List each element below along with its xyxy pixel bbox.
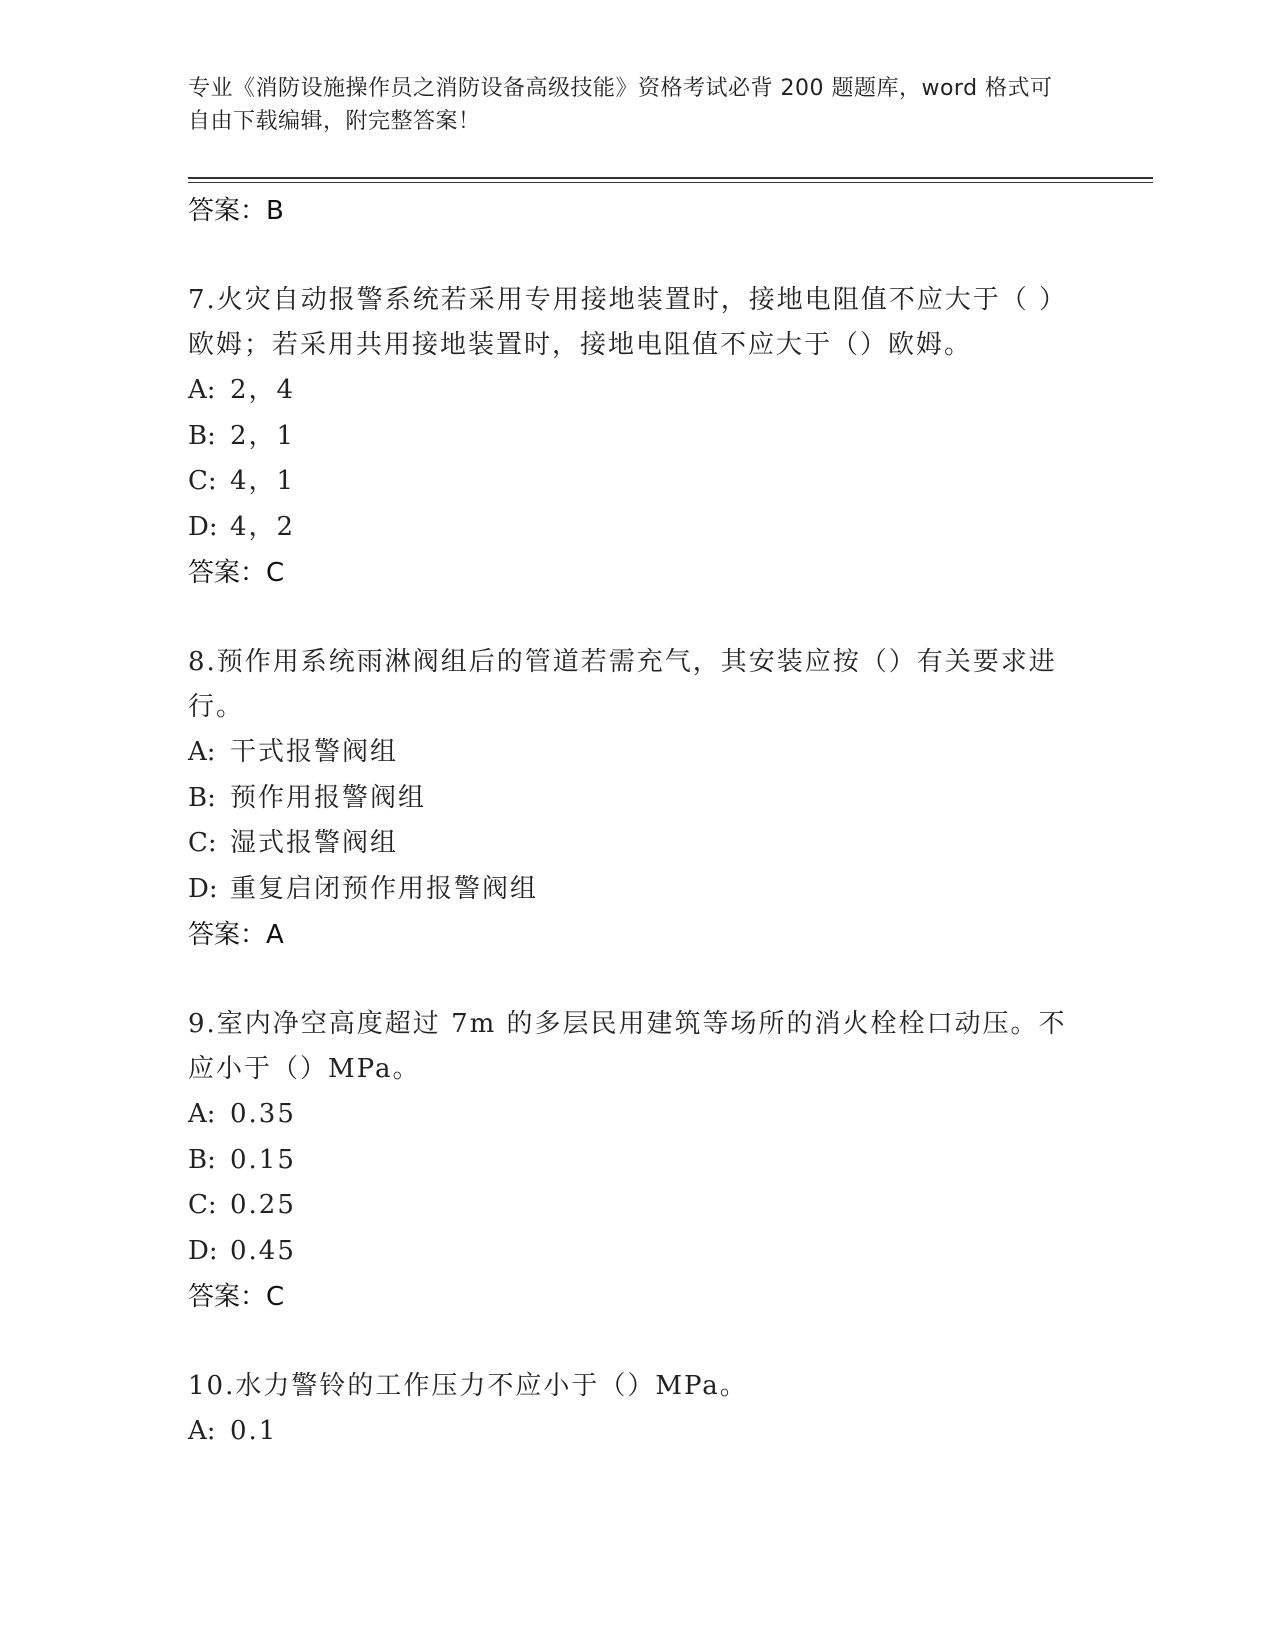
option-a [188,1409,1088,1455]
question-item [188,278,1088,596]
option-letter: B: [188,782,216,813]
option-value: 重复启闭预作用报警阀组 [230,873,539,904]
option-value: 干式报警阀组 [230,737,399,767]
option-value: 湿式报警阀组 [230,828,399,858]
option-value: 4，2 [230,511,296,542]
option-letter: A: [188,1099,216,1129]
option-letter: D: [188,1235,218,1266]
option-value: 0.45 [230,1235,296,1266]
option-b [188,414,1088,460]
option-value: 4，1 [230,466,296,496]
option-letter: B: [188,1144,216,1175]
option-c [188,459,1088,505]
question-item [188,1364,1088,1455]
option-d [188,867,1088,913]
answer-line: 答案：C [188,558,285,588]
option-letter: A: [188,1416,216,1446]
question-text: 7.火灾自动报警系统若采用专用接地装置时，接地电阻值不应大于（ ）欧姆；若采用共用接地装置时，接地电阻值不应大于（）欧姆。 [188,285,1068,360]
question-text: 10.水力警铃的工作压力不应小于（）MPa。 [188,1371,748,1401]
option-a [188,368,1088,414]
option-letter: A: [188,737,216,767]
option-value: 0.35 [230,1099,296,1129]
header-divider-thin [188,182,1153,183]
option-b [188,776,1088,822]
document-header: 专业《消防设施操作员之消防设备高级技能》资格考试必背 200 题题库，word 格式可自由下载编辑，附完整答案！ [188,76,1053,134]
option-value: 0.1 [230,1416,278,1446]
option-c [188,1183,1088,1229]
option-letter: D: [188,873,218,904]
option-value: 预作用报警阀组 [230,782,427,813]
answer-line: 答案：C [188,1282,285,1312]
question-text: 8.预作用系统雨淋阀组后的管道若需充气，其安装应按（）有关要求进行。 [188,647,1057,722]
header-divider [188,177,1153,179]
option-value: 0.15 [230,1144,296,1175]
option-a [188,1092,1088,1138]
option-value: 2，1 [230,420,296,451]
option-b [188,1138,1088,1184]
option-letter: C: [188,466,217,496]
answer-line: 答案：A [188,920,284,950]
question-list [188,188,1088,1455]
option-c [188,821,1088,867]
option-a [188,730,1088,776]
question-item [188,1002,1088,1320]
option-letter: D: [188,511,218,542]
question-item [188,640,1088,958]
question-text: 9.室内净空高度超过 7m 的多层民用建筑等场所的消火栓栓口动压。不应小于（）MPa。 [188,1009,1067,1084]
option-letter: C: [188,828,217,858]
option-letter: B: [188,420,216,451]
option-value: 0.25 [230,1190,296,1220]
option-letter: A: [188,375,216,405]
option-d [188,505,1088,551]
answer-line: 答案：B [188,196,284,226]
option-letter: C: [188,1190,217,1220]
option-d [188,1229,1088,1275]
option-value: 2，4 [230,375,296,405]
